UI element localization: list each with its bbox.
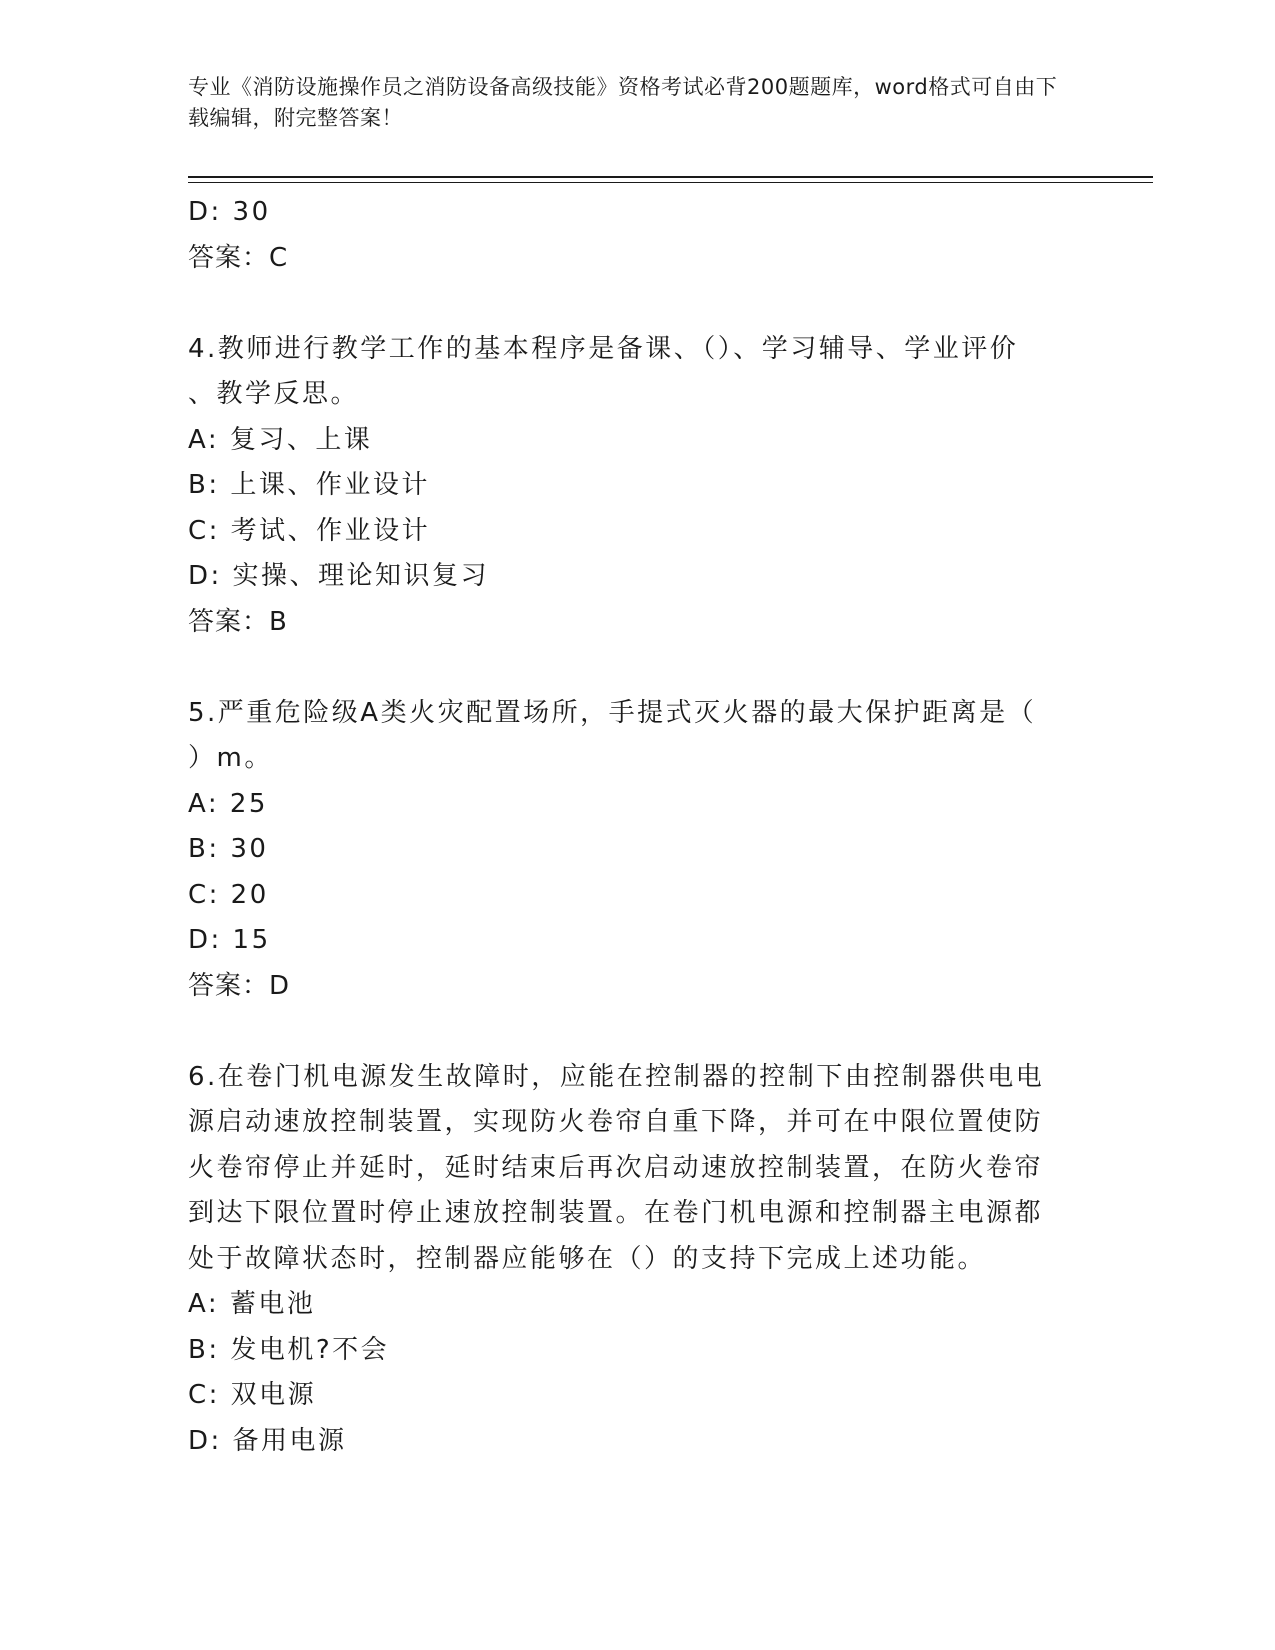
option-c: C: 考试、作业设计 (188, 515, 431, 546)
question-text: 处于故障状态时，控制器应能够在（）的支持下完成上述功能。 (188, 1243, 987, 1274)
option-d: D: 备用电源 (188, 1425, 347, 1456)
option-d: D: 15 (188, 925, 271, 955)
prev-option-d: D: 30 (188, 197, 271, 227)
option-c: C: 20 (188, 879, 269, 910)
option-a: A: 复习、上课 (188, 424, 373, 455)
header-title: 专业《消防设施操作员之消防设备高级技能》资格考试必背200题题库，word格式可自由下载编辑，附完整答案！ (188, 75, 1058, 130)
answer: 答案：D (188, 970, 291, 1001)
header-divider-thick (188, 176, 1153, 178)
document-header (188, 72, 1068, 134)
question-text: 、教学反思。 (188, 379, 360, 409)
question-text: 6.在卷门机电源发生故障时，应能在控制器的控制下由控制器供电电 (188, 1061, 1045, 1092)
option-a: A: 蓄电池 (188, 1289, 316, 1319)
question-6 (188, 1055, 1068, 1465)
spacer (188, 1009, 1068, 1055)
prev-answer: 答案：C (188, 242, 289, 273)
question-4 (188, 327, 1068, 646)
option-b: B: 上课、作业设计 (188, 470, 430, 500)
question-text: 5.严重危险级A类火灾配置场所，手提式灭火器的最大保护距离是（ (188, 697, 1037, 728)
option-c: C: 双电源 (188, 1380, 317, 1410)
option-b: B: 30 (188, 834, 269, 864)
question-text: ）m。 (188, 743, 273, 773)
question-text: 4.教师进行教学工作的基本程序是备课、（）、学习辅导、学业评价 (188, 333, 1019, 364)
option-b: B: 发电机?不会 (188, 1334, 390, 1365)
option-d: D: 实操、理论知识复习 (188, 561, 490, 591)
spacer (188, 645, 1068, 691)
question-5 (188, 691, 1068, 1010)
answer: 答案：B (188, 606, 288, 637)
question-text: 火卷帘停止并延时，延时结束后再次启动速放控制装置，在防火卷帘 (188, 1152, 1044, 1183)
question-content (188, 190, 1068, 1464)
question-text: 到达下限位置时停止速放控制装置。在卷门机电源和控制器主电源都 (188, 1198, 1044, 1228)
header-divider-thin (188, 182, 1153, 183)
option-a: A: 25 (188, 788, 268, 819)
spacer (188, 281, 1068, 327)
question-text: 源启动速放控制装置，实现防火卷帘自重下降，并可在中限位置使防 (188, 1107, 1044, 1137)
